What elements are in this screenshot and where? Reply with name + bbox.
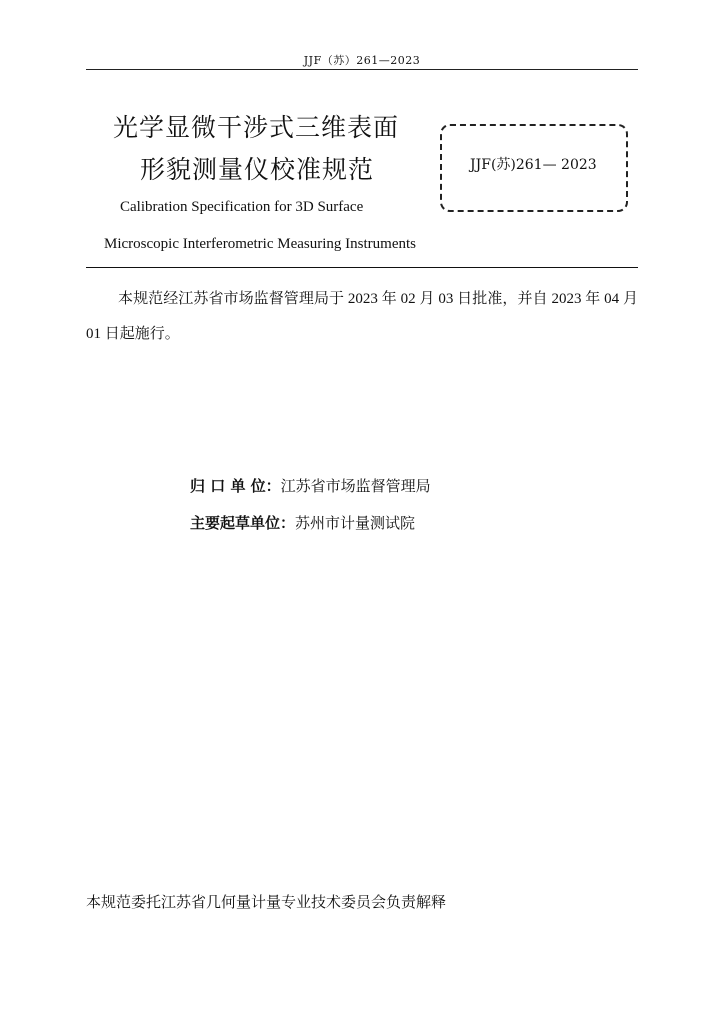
title-line-2: 形貌测量仪校准规范: [140, 155, 375, 184]
interpretation-statement: 本规范委托江苏省几何量计量专业技术委员会负责解释: [86, 893, 447, 911]
authority-row: [190, 475, 431, 496]
header-document-code: JJF（苏）261—2023: [303, 54, 421, 67]
title-divider: [86, 267, 638, 268]
header-divider: [86, 69, 638, 70]
english-title-line-1: Calibration Specification for 3D Surface: [120, 199, 364, 215]
specification-code: JJF(苏)261— 2023: [470, 157, 597, 173]
authority-label: 归 口 单 位：: [190, 477, 281, 495]
drafter-row: [190, 512, 415, 533]
english-title-line-2: Microscopic Interferometric Measuring Instruments: [104, 236, 416, 252]
title-line-1: 光学显微干涉式三维表面: [113, 113, 400, 142]
approval-statement: 本规范经江苏省市场监督管理局于 2023 年 02 月 03 日批准，并自 2023 年 04 月 01 日起施行。: [86, 291, 638, 342]
drafter-value: 苏州市计量测试院: [295, 514, 416, 532]
drafter-label: 主要起草单位：: [190, 514, 296, 532]
authority-value: 江苏省市场监督管理局: [280, 477, 431, 495]
